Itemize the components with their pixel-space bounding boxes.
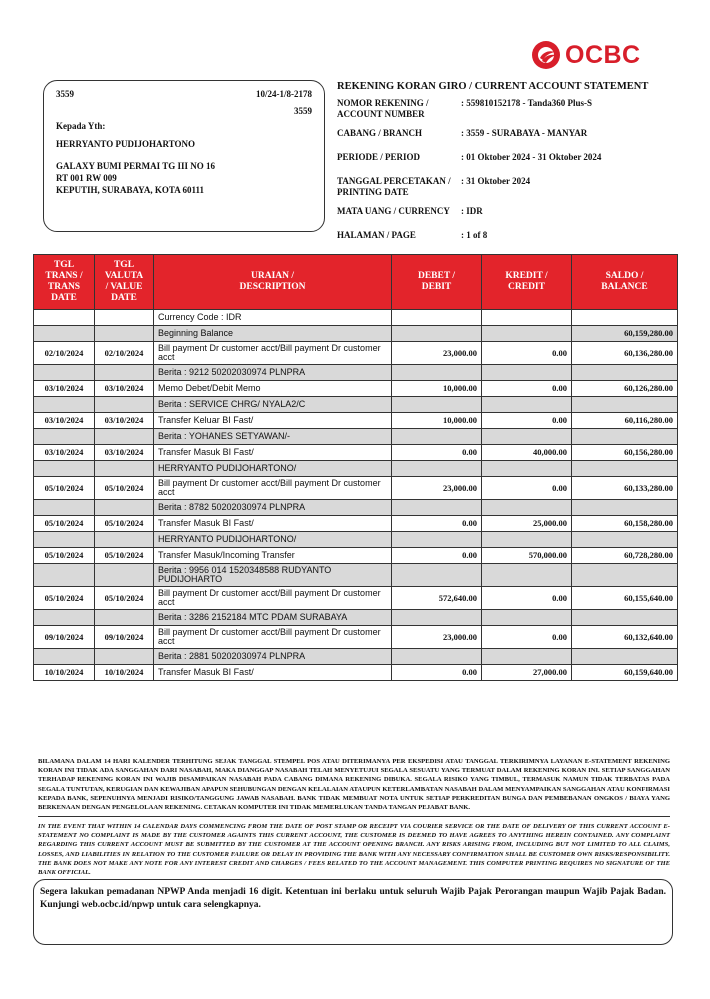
ocbc-logo	[531, 40, 655, 70]
table-row	[34, 477, 678, 500]
description-cell: Berita : YOHANES SETYAWAN/-	[154, 429, 392, 445]
divider	[38, 816, 670, 817]
credit-cell	[482, 610, 572, 626]
description-cell: Transfer Masuk BI Fast/	[154, 445, 392, 461]
transactions-table	[33, 254, 678, 681]
value-date-cell: 05/10/2024	[95, 587, 154, 610]
trans-date-cell: 03/10/2024	[34, 381, 95, 397]
value-date-cell	[95, 564, 154, 587]
debit-cell: 23,000.00	[392, 477, 482, 500]
recipient-name: HERRYANTO PUDIJOHARTONO	[56, 139, 195, 149]
header-line: TRANS	[47, 282, 81, 292]
credit-cell: 40,000.00	[482, 445, 572, 461]
ocbc-logo-icon	[531, 40, 561, 70]
balance-cell: 60,155,640.00	[572, 587, 678, 610]
header-line: SALDO /	[605, 271, 644, 281]
credit-cell	[482, 365, 572, 381]
col-header-value-date	[95, 255, 154, 310]
trans-date-cell	[34, 326, 95, 342]
value-date-cell	[95, 429, 154, 445]
header-line: TRANS /	[45, 271, 83, 281]
credit-cell: 0.00	[482, 587, 572, 610]
ocbc-logo-text: OCBC	[565, 41, 641, 69]
description-cell: Berita : 2881 50202030974 PLNPRA	[154, 649, 392, 665]
table-row	[34, 649, 678, 665]
account-number-label-en: ACCOUNT NUMBER	[337, 109, 425, 119]
description-cell: Memo Debet/Debit Memo	[154, 381, 392, 397]
credit-cell: 25,000.00	[482, 516, 572, 532]
currency-value: : IDR	[461, 206, 483, 216]
balance-cell: 60,133,280.00	[572, 477, 678, 500]
debit-cell: 23,000.00	[392, 342, 482, 365]
description-cell: Transfer Masuk/Incoming Transfer	[154, 548, 392, 564]
description-cell: Bill payment Dr customer acct/Bill payment Dr customer acct	[154, 342, 392, 365]
value-date-cell: 05/10/2024	[95, 516, 154, 532]
debit-cell: 0.00	[392, 516, 482, 532]
table-row	[34, 532, 678, 548]
value-date-cell	[95, 326, 154, 342]
table-row	[34, 365, 678, 381]
credit-cell	[482, 310, 572, 326]
table-row	[34, 381, 678, 397]
printing-date-field	[337, 176, 451, 198]
description-cell: HERRYANTO PUDIJOHARTONO/	[154, 532, 392, 548]
credit-cell: 570,000.00	[482, 548, 572, 564]
credit-cell	[482, 500, 572, 516]
trans-date-cell: 05/10/2024	[34, 587, 95, 610]
balance-cell	[572, 429, 678, 445]
value-date-cell: 09/10/2024	[95, 626, 154, 649]
header-line: URAIAN /	[250, 271, 294, 281]
description-cell: Berita : 8782 50202030974 PLNPRA	[154, 500, 392, 516]
value-date-cell	[95, 397, 154, 413]
balance-cell	[572, 532, 678, 548]
header-line: CREDIT	[508, 282, 545, 292]
period-label: PERIODE / PERIOD	[337, 152, 421, 162]
value-date-cell: 10/10/2024	[95, 665, 154, 681]
debit-cell: 0.00	[392, 548, 482, 564]
table-row	[34, 461, 678, 477]
table-row	[34, 429, 678, 445]
debit-cell: 0.00	[392, 445, 482, 461]
header-line: BALANCE	[601, 282, 648, 292]
table-row	[34, 342, 678, 365]
description-cell: Transfer Masuk BI Fast/	[154, 516, 392, 532]
value-date-cell: 03/10/2024	[95, 413, 154, 429]
credit-cell	[482, 397, 572, 413]
debit-cell	[392, 532, 482, 548]
trans-date-cell: 05/10/2024	[34, 516, 95, 532]
debit-cell	[392, 461, 482, 477]
branch-label: CABANG / BRANCH	[337, 128, 423, 138]
period-value: : 01 Oktober 2024 - 31 Oktober 2024	[461, 152, 602, 162]
col-header-description	[154, 255, 392, 310]
address-greeting: Kepada Yth:	[56, 121, 106, 131]
balance-cell	[572, 397, 678, 413]
value-date-cell	[95, 532, 154, 548]
debit-cell	[392, 610, 482, 626]
credit-cell: 0.00	[482, 381, 572, 397]
header-line: DEBET /	[417, 271, 456, 281]
credit-cell: 0.00	[482, 477, 572, 500]
disclaimer-indonesian: BILAMANA DALAM 14 HARI KALENDER TERHITUNG SEJAK TANGGAL STEMPEL POS ATAU DITERIMANYA PER EKSPEDISI ATAU TANGGAL TERKIRIMNYA LAYANAN E-STATEMENT REKENING KORAN INI TIDAK ADA SANGGAHAN DARI NASABAH, MAKA DIANGGAP NASABAH TELAH MENYETUJUI SEGALA SESUATU YANG TERMUAT DALAM REKENING KORAN INI. SETIAP SANGGAHAN TERHADAP REKENING KORAN INI WAJIB DISAMPAIKAN NASABAH PADA CABANG DIMANA REKENING DIBUKA. SEGALA RISIKO YANG TIMBUL, TERMASUK NAMUN TIDAK TERBATAS PADA SEGALA TUNTUTAN, KERUGIAN DAN KEWAJIBAN APAPUN SEHUBUNGAN DENGAN KELALAIAN ATAUPUN KETERLAMBATAN NASABAH DALAM MENYAMPAIKAN SANGGAHAN ATAU KONFIRMASI KEPADA BANK, SEPENUHNYA MENJADI RISIKO/TANGGUNG JAWAB NASABAH. BANK TIDAK MEMBUAT NOTA UNTUK SETIAP PERKREDITAN BUNGA DAN PEMBEBANAN ONGKOS / BIAYA YANG BERKENAAN DENGAN PENGELOLAAN REKENING. CETAKAN KOMPUTER INI TIDAK MEMERLUKAN TANDA TANGAN PEJABAT BANK.	[38, 758, 670, 812]
trans-date-cell	[34, 649, 95, 665]
col-header-trans-date	[34, 255, 95, 310]
value-date-cell: 03/10/2024	[95, 445, 154, 461]
debit-cell: 10,000.00	[392, 413, 482, 429]
trans-date-cell	[34, 397, 95, 413]
npwp-notice-box	[33, 879, 673, 945]
credit-cell	[482, 564, 572, 587]
printing-date-label-en: PRINTING DATE	[337, 187, 409, 197]
credit-cell	[482, 461, 572, 477]
description-cell: Berita : 9956 014 1520348588 RUDYANTO PUDIJOHARTO	[154, 564, 392, 587]
trans-date-cell	[34, 564, 95, 587]
debit-cell	[392, 310, 482, 326]
table-row	[34, 548, 678, 564]
balance-cell	[572, 500, 678, 516]
table-row	[34, 610, 678, 626]
debit-cell	[392, 564, 482, 587]
credit-cell	[482, 326, 572, 342]
debit-cell: 0.00	[392, 665, 482, 681]
trans-date-cell: 09/10/2024	[34, 626, 95, 649]
trans-date-cell	[34, 532, 95, 548]
table-row	[34, 665, 678, 681]
address-code-right: 10/24-1/8-2178	[256, 89, 312, 99]
value-date-cell: 03/10/2024	[95, 381, 154, 397]
header-line: VALUTA	[104, 271, 144, 281]
value-date-cell: 05/10/2024	[95, 548, 154, 564]
value-date-cell	[95, 500, 154, 516]
description-cell: Berita : 3286 2152184 MTC PDAM SURABAYA	[154, 610, 392, 626]
credit-cell: 0.00	[482, 626, 572, 649]
header-line: / VALUE	[105, 282, 143, 292]
description-cell: Bill payment Dr customer acct/Bill payment Dr customer acct	[154, 587, 392, 610]
description-cell: Bill payment Dr customer acct/Bill payment Dr customer acct	[154, 477, 392, 500]
header-line: TGL	[113, 260, 135, 270]
table-row	[34, 500, 678, 516]
account-number-field	[337, 98, 429, 120]
col-header-credit	[482, 255, 572, 310]
credit-cell: 0.00	[482, 342, 572, 365]
trans-date-cell	[34, 500, 95, 516]
printing-date-value: : 31 Oktober 2024	[461, 176, 531, 186]
address-code-left: 3559	[56, 89, 74, 99]
balance-cell	[572, 310, 678, 326]
header-line: KREDIT /	[505, 271, 548, 281]
value-date-cell	[95, 649, 154, 665]
balance-cell: 60,158,280.00	[572, 516, 678, 532]
col-header-balance	[572, 255, 678, 310]
balance-cell	[572, 461, 678, 477]
trans-date-cell: 02/10/2024	[34, 342, 95, 365]
debit-cell	[392, 365, 482, 381]
credit-cell	[482, 649, 572, 665]
trans-date-cell: 03/10/2024	[34, 445, 95, 461]
address-box	[43, 80, 325, 232]
trans-date-cell	[34, 365, 95, 381]
table-row	[34, 516, 678, 532]
balance-cell	[572, 564, 678, 587]
address-line-3: KEPUTIH, SURABAYA, KOTA 60111	[56, 185, 204, 195]
currency-label: MATA UANG / CURRENCY	[337, 206, 450, 216]
balance-cell: 60,126,280.00	[572, 381, 678, 397]
description-cell: Transfer Keluar BI Fast/	[154, 413, 392, 429]
debit-cell	[392, 326, 482, 342]
balance-cell: 60,159,640.00	[572, 665, 678, 681]
branch-value: : 3559 - SURABAYA - MANYAR	[461, 128, 588, 138]
value-date-cell: 02/10/2024	[95, 342, 154, 365]
table-row	[34, 397, 678, 413]
debit-cell: 23,000.00	[392, 626, 482, 649]
debit-cell	[392, 500, 482, 516]
page-label: HALAMAN / PAGE	[337, 230, 416, 240]
description-cell: Berita : 9212 50202030974 PLNPRA	[154, 365, 392, 381]
trans-date-cell	[34, 610, 95, 626]
col-header-debit	[392, 255, 482, 310]
balance-cell: 60,156,280.00	[572, 445, 678, 461]
disclaimer-english: IN THE EVENT THAT WITHIN 14 CALENDAR DAYS COMMENCING FROM THE DATE OF POST STAMP OR RECEIPT VIA COURIER SERVICE OR THE DATE OF DELIVERY OF THIS CURRENT ACCOUNT E-STATEMENT NO COMPLAINT IS MADE BY THE CUSTOMER AGAINTS THIS CURRENT ACCOUNT, THE CUSTOMER IS DEEMED TO HAVE AGREES TO ANYTHING HEREIN CONTAINED. ANY COMPLAINT REGARDING THIS CURRENT ACCOUNT MUST BE SUBMITTED BY THE CUSTOMER AT THE ACCOUNT OPENING BRANCH. ANY RISKS ARISING FROM, INCLUDING BUT NOT LIMITED TO ALL CLAIMS, LOSSES, AND LIABILITIES IN RELATION TO THE CUSTOMER FAILURE OR DELAY IN PROVIDING THE BANK WITH ANY NECESSARY CONFIRMATION SHALL BE CUSTOMER OWN RISKS/RESPONSIBILITY. THE BANK DOES NOT MAKE ANY NOTE FOR ANY INTEREST CREDIT AND CHARGES / FEES RELATED TO THE ACCOUNT MANAGEMENT. THIS COMPUTER PRINTING REQUIRES NO SIGNATURE OF THE BANK OFFICIAL.	[38, 823, 670, 877]
trans-date-cell	[34, 429, 95, 445]
debit-cell	[392, 429, 482, 445]
value-date-cell	[95, 365, 154, 381]
table-row	[34, 445, 678, 461]
trans-date-cell: 05/10/2024	[34, 548, 95, 564]
value-date-cell	[95, 610, 154, 626]
debit-cell	[392, 649, 482, 665]
table-row	[34, 626, 678, 649]
description-cell: Beginning Balance	[154, 326, 392, 342]
header-line: DATE	[111, 293, 137, 303]
description-cell: Bill payment Dr customer acct/Bill payment Dr customer acct	[154, 626, 392, 649]
credit-cell	[482, 532, 572, 548]
address-line-2: RT 001 RW 009	[56, 173, 117, 183]
balance-cell: 60,728,280.00	[572, 548, 678, 564]
description-cell: Berita : SERVICE CHRG/ NYALA2/C	[154, 397, 392, 413]
trans-date-cell	[34, 461, 95, 477]
balance-cell	[572, 365, 678, 381]
account-number-label: NOMOR REKENING /	[337, 98, 429, 108]
npwp-notice-text: Segera lakukan pemadanan NPWP Anda menjadi 16 digit. Ketentuan ini berlaku untuk seluruh Wajib Pajak Perorangan maupun Wajib Pajak Badan. Kunjungi web.ocbc.id/npwp untuk cara selengkapnya.	[40, 887, 666, 910]
table-header-row	[34, 255, 678, 310]
table-row	[34, 413, 678, 429]
value-date-cell: 05/10/2024	[95, 477, 154, 500]
description-cell: Transfer Masuk BI Fast/	[154, 665, 392, 681]
table-row	[34, 310, 678, 326]
table-row	[34, 564, 678, 587]
printing-date-label: TANGGAL PERCETAKAN /	[337, 176, 451, 186]
address-code-right-2: 3559	[294, 106, 312, 116]
credit-cell: 0.00	[482, 413, 572, 429]
header-line: TGL	[53, 260, 75, 270]
debit-cell: 10,000.00	[392, 381, 482, 397]
balance-cell	[572, 610, 678, 626]
debit-cell	[392, 397, 482, 413]
account-number-value: : 559810152178 - Tanda360 Plus-S	[461, 98, 593, 108]
description-cell: Currency Code : IDR	[154, 310, 392, 326]
trans-date-cell: 03/10/2024	[34, 413, 95, 429]
description-cell: HERRYANTO PUDIJOHARTONO/	[154, 461, 392, 477]
trans-date-cell: 10/10/2024	[34, 665, 95, 681]
balance-cell: 60,116,280.00	[572, 413, 678, 429]
trans-date-cell	[34, 310, 95, 326]
credit-cell: 27,000.00	[482, 665, 572, 681]
table-row	[34, 587, 678, 610]
header-line: DEBIT	[421, 282, 452, 292]
debit-cell: 572,640.00	[392, 587, 482, 610]
table-row	[34, 326, 678, 342]
value-date-cell	[95, 461, 154, 477]
address-line-1: GALAXY BUMI PERMAI TG III NO 16	[56, 161, 216, 171]
balance-cell: 60,159,280.00	[572, 326, 678, 342]
credit-cell	[482, 429, 572, 445]
trans-date-cell: 05/10/2024	[34, 477, 95, 500]
balance-cell	[572, 649, 678, 665]
page-value: : 1 of 8	[461, 230, 488, 240]
header-line: DESCRIPTION	[239, 282, 306, 292]
balance-cell: 60,132,640.00	[572, 626, 678, 649]
statement-title: REKENING KORAN GIRO / CURRENT ACCOUNT STATEMENT	[337, 81, 649, 92]
value-date-cell	[95, 310, 154, 326]
header-line: DATE	[51, 293, 77, 303]
balance-cell: 60,136,280.00	[572, 342, 678, 365]
